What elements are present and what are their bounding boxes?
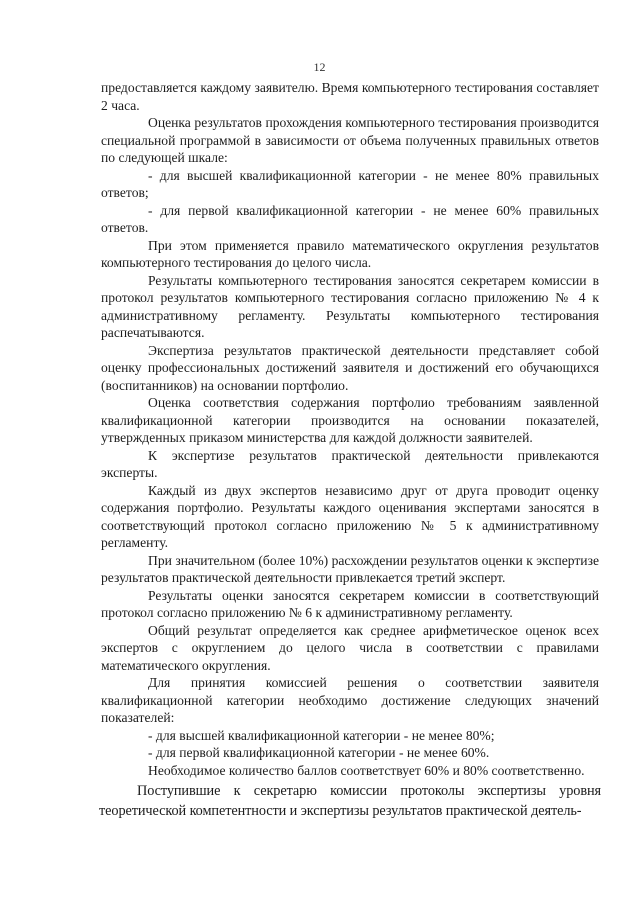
paragraph-14: Для принятия комиссией решения о соответствии заявителя квалификационной категории необходимо достижение следующих значений показателей: (101, 675, 599, 725)
paragraph-8: Оценка соответствия содержания портфолио требованиям заявленной квалификационной категории производится на основании показателей, утвержденных приказом министерства для каждой должности заявителей. (101, 395, 599, 445)
list-item-first-category: - для первой квалификационной категории - не менее 60% правильных ответов. (101, 202, 599, 235)
paragraph-6: Результаты компьютерного тестирования заносятся секретарем комиссии в протокол результатов компьютерного тестирования согласно приложению № 4 к административному регламенту. Результаты компьютерного тестирования распечатываются. (101, 272, 599, 340)
page-number: 12 (313, 60, 326, 74)
paragraph-18: Поступившие к секретарю комиссии протоколы экспертизы уровня теоретической компетентности и экспертизы результатов практической деятель- (99, 783, 601, 819)
paragraph-13: Общий результат определяется как среднее арифметическое оценок всех экспертов с округлением до целого числа в соответствии с правилами математического округления. (101, 622, 599, 673)
paragraph-2: Оценка результатов прохождения компьютерного тестирования производится специальной программой в зависимости от объема полученных правильных ответов по следующей шкале: (101, 115, 599, 165)
list-item-highest-threshold: - для высшей квалификационной категории - не менее 80%; (148, 727, 495, 743)
paragraph-10: Каждый из двух экспертов независимо друг от друга проводит оценку содержания портфолио. Результаты каждого оценивания экспертами заносятся в соответствующий протокол согласно приложению № 5 к административному регламенту. (101, 482, 599, 550)
paragraph-11: При значительном (более 10%) расхождении результатов оценки к экспертизе результатов практической деятельности привлекается третий эксперт. (101, 552, 599, 585)
paragraph-9: К экспертизе результатов практической деятельности привлекаются эксперты. (101, 447, 599, 480)
paragraph-1: предоставляется каждому заявителю. Время компьютерного тестирования составляет 2 часа. (101, 80, 599, 113)
list-item-first-threshold: - для первой квалификационной категории - не менее 60%. (148, 745, 490, 760)
paragraph-5: При этом применяется правило математического округления результатов компьютерного тестирования до целого числа. (101, 237, 599, 270)
document-body (101, 79, 599, 821)
paragraph-7: Экспертиза результатов практической деятельности представляет собой оценку профессиональных достижений заявителя и достижений его обучающихся (воспитанников) на основании портфолио. (101, 342, 599, 393)
paragraph-17: Необходимое количество баллов соответствует 60% и 80% соответственно. (148, 762, 585, 778)
list-item-highest-category: - для высшей квалификационной категории - не менее 80% правильных ответов; (101, 167, 599, 200)
paragraph-12: Результаты оценки заносятся секретарем комиссии в соответствующий протокол согласно приложению № 6 к административному регламенту. (101, 587, 599, 620)
